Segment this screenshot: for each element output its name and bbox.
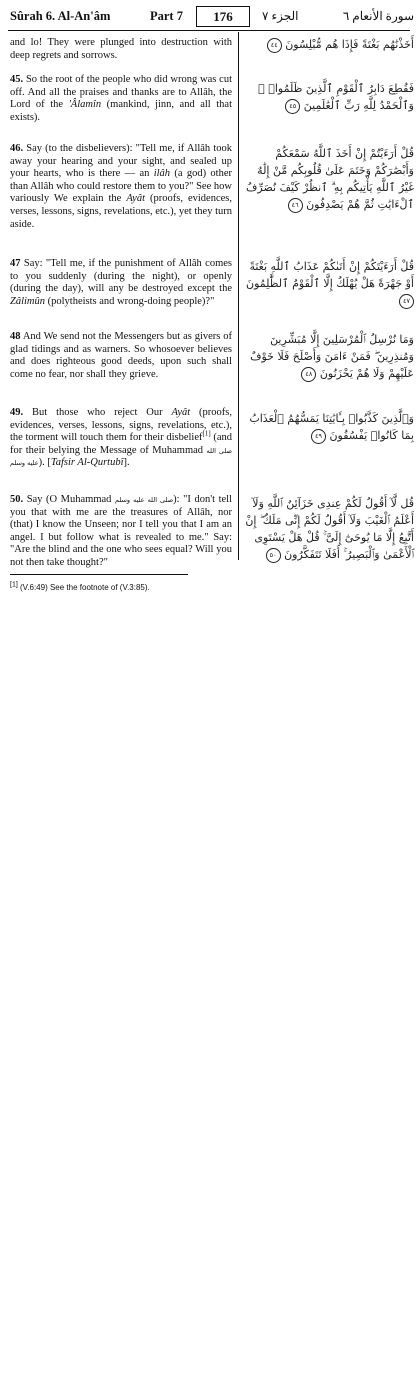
- verse-number: 45.: [10, 74, 24, 85]
- ayah-marker: ٥٠: [266, 548, 281, 563]
- verse-44-arabic: أَخَذْنَٰهُم بَغْتَةً فَإِذَا هُم مُّبْلِسُونَ ٤٤: [244, 36, 414, 53]
- ayah-marker: ٤٤: [267, 38, 282, 53]
- ayah-marker: ٤٧: [399, 294, 414, 309]
- footnote-reference[interactable]: [1]: [202, 429, 211, 438]
- footnote-rule: [10, 574, 188, 575]
- verse-45-arabic: فَقُطِعَ دَابِرُ ٱلْقَوْمِ ٱلَّذِينَ ظَلَمُوا۟ ۚ وَٱلْحَمْدُ لِلَّهِ رَبِّ ٱلْعَٰلَمِينَ ٤٥: [258, 82, 414, 112]
- page-number: 176: [196, 6, 250, 27]
- ayah-marker: ٤٨: [301, 367, 316, 382]
- verse-48-english: 48 And We send not the Messengers but as givers of glad tidings and as warners. So whosoever believes and does righteous good deeds, upon such shall come no fear, nor shall they grieve.: [10, 331, 233, 380]
- ayah-marker: ٤٦: [288, 198, 303, 213]
- header-rule: [8, 30, 410, 31]
- ayah-marker: ٤٩: [311, 429, 326, 444]
- verse-number: 46.: [10, 143, 24, 154]
- verse-50-english: 50. Say (O Muhammad صلى الله عليه وسلم): "I don't tell you that with me are the treasures of Allâh, nor (that) I know the Unseen; nor I tell you that I am an angel. I but follow what is revealed to me." Say: "Are the blind and the one who sees equal? Will you not then take thought?": [10, 494, 233, 568]
- verse-47-english: 47 Say: "Tell me, if the punishment of Allâh comes to you suddenly (during the night), or openly (during the day), will any be destroyed except the Zâlimûn (polytheists and wrong-doing people)?": [10, 258, 233, 307]
- verse-46-arabic: قُلْ أَرَءَيْتُمْ إِنْ أَخَذَ ٱللَّهُ سَمْعَكُمْ وَأَبْصَٰرَكُمْ وَخَتَمَ عَلَىٰ قُلُوبِكُم مَّنْ إِلَٰهٌ غَيْرُ ٱللَّهِ يَأْتِيكُم بِهِ ۗ ٱنظُرْ كَيْفَ نُصَرِّفُ ٱلْءَايَٰتِ ثُمَّ هُمْ يَصْدِفُونَ ٤٦: [246, 147, 414, 211]
- salutation-arabic: صلى الله عليه وسلم: [115, 496, 174, 504]
- juz-label-arabic: الجزء ٧: [262, 9, 299, 23]
- surah-title: Sûrah 6. Al-An'âm: [10, 9, 111, 23]
- verse-46-english: 46. Say (to the disbelievers): "Tell me, if Allâh took away your hearing and your sight, and sealed up your hearts, who is there — an ilâh (a god) other than Allâh who could restore them to you?" See how variously We explain the Ayât (proofs, evidences, verses, lessons, signs, revelations, etc.), yet they turn aside.: [10, 143, 232, 230]
- footnote-text: (V.6:49) See the footnote of (V.3:85).: [17, 583, 150, 592]
- surah-title-arabic: سورة الأنعام ٦: [342, 9, 414, 23]
- ayah-marker: ٤٥: [285, 99, 300, 114]
- verse-44-english: and lo! They were plunged into destruction with deep regrets and sorrows.: [10, 37, 232, 61]
- verse-number: 50.: [10, 494, 24, 505]
- column-divider: [238, 32, 239, 560]
- page-header: [0, 0, 420, 32]
- footnote-marker: [1]: [10, 581, 18, 589]
- verse-number: 48: [10, 331, 21, 342]
- verse-number: 49.: [10, 407, 24, 418]
- verse-49-arabic: وَٱلَّذِينَ كَذَّبُوا۟ بِـَٔايَٰتِنَا يَمَسُّهُمُ ٱلْعَذَابُ بِمَا كَانُوا۟ يَفْسُقُونَ ٤٩: [249, 412, 414, 442]
- verse-49-english: 49. But those who reject Our Ayât (proofs, evidences, verses, lessons, signs, revelations, etc.), the torment will touch them for their disbelief[1] (and for their belying the Message of Muhammad صلى الله عليه وسلم). [Tafsir Al-Qurtubî].: [10, 407, 233, 469]
- footnote: [10, 583, 150, 592]
- verse-50-arabic: قُل لَّآ أَقُولُ لَكُمْ عِندِى خَزَآئِنُ ٱللَّهِ وَلَآ أَعْلَمُ ٱلْغَيْبَ وَلَآ أَقُولُ لَكُمْ إِنِّى مَلَكٌ ۖ إِنْ أَتَّبِعُ إِلَّا مَا يُوحَىٰٓ إِلَىَّ ۚ قُلْ هَلْ يَسْتَوِى ٱلْأَعْمَىٰ وَٱلْبَصِيرُ ۚ أَفَلَا تَتَفَكَّرُونَ ٥٠: [245, 497, 414, 561]
- salutation-arabic: صلى الله عليه وسلم: [10, 446, 232, 468]
- verse-48-arabic: وَمَا نُرْسِلُ ٱلْمُرْسَلِينَ إِلَّا مُبَشِّرِينَ وَمُنذِرِينَ ۖ فَمَنْ ءَامَنَ وَأَصْلَحَ فَلَا خَوْفٌ عَلَيْهِمْ وَلَا هُمْ يَحْزَنُونَ ٤٨: [250, 333, 414, 380]
- part-label: Part 7: [150, 9, 183, 23]
- verse-47-arabic: قُلْ أَرَءَيْتَكُمْ إِنْ أَتَىٰكُمْ عَذَابُ ٱللَّهِ بَغْتَةً أَوْ جَهْرَةً هَلْ يُهْلَكُ إِلَّا ٱلْقَوْمُ ٱلظَّٰلِمُونَ ٤٧: [244, 258, 414, 309]
- verse-number: 47: [10, 258, 21, 269]
- verse-45-english: 45. So the root of the people who did wrong was cut off. And all the praises and thanks are to Allâh, the Lord of the 'Âlamîn (mankind, jinn, and all that exists).: [10, 74, 233, 123]
